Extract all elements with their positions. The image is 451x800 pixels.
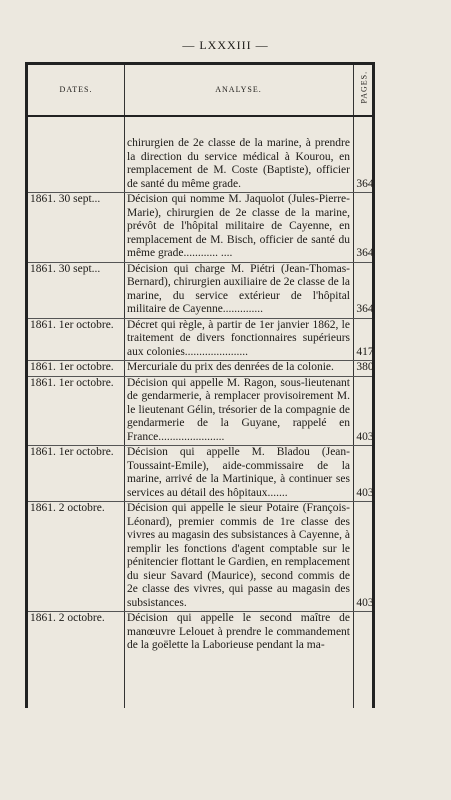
entry-date: 1861. 30 sept...: [30, 193, 101, 205]
entry-page: 403: [356, 486, 374, 499]
table-row: [28, 193, 372, 263]
table-row: [28, 263, 372, 319]
entry-analysis: Décision qui appelle M. Ragon, sous-lieutenant de gendarmerie, à remplacer provisoirement M. le lieutenant Gélin, trésorier de la compagnie de gendarmerie de la Guyane, rappelé en France.......................: [127, 376, 350, 443]
table-row: [28, 377, 372, 447]
table-row: [28, 361, 372, 377]
entry-analysis: Mercuriale du prix des denrées de la colonie.: [127, 361, 334, 373]
entry-analysis: chirurgien de 2e classe de la marine, à prendre la direction du service médical à Kourou, en remplacement de M. Coste (Baptiste), officier de santé du même grade.: [127, 137, 350, 190]
table-header: [28, 65, 372, 117]
table-row: [28, 446, 372, 502]
entry-page: 403: [356, 430, 374, 443]
entry-analysis: Décret qui règle, à partir de 1er janvier 1862, le traitement de divers fonctionnaires supérieurs aux colonies......................: [127, 318, 350, 358]
entry-analysis: Décision qui appelle le second maître de manœuvre Lelouet à prendre le commandement de la goëlette la Laborieuse pendant la ma-: [127, 612, 350, 651]
entry-page: 364: [356, 303, 374, 315]
entry-page: 364: [356, 247, 374, 259]
entry-analysis: Décision qui appelle M. Bladou (Jean-Toussaint-Emile), aide-commissaire de la marine, arrivé de la Martinique, à continuer ses services au détail des hôpitaux.......: [127, 446, 350, 499]
entry-page: 403: [356, 596, 374, 609]
page-number-text: LXXXIII: [199, 38, 252, 52]
header-pages: PAGES.: [359, 70, 369, 104]
header-analyse: ANALYSE.: [215, 85, 262, 94]
entry-date: 1861. 2 octobre.: [30, 502, 105, 514]
entry-date: 1861. 2 octobre.: [30, 612, 105, 624]
entry-page: 364: [356, 177, 374, 190]
table-row: [28, 137, 372, 193]
entry-date: 1861. 1er octobre.: [30, 361, 114, 373]
table-body: [28, 137, 372, 654]
entry-analysis: Décision qui appelle le sieur Potaire (François-Léonard), premier commis de 1re classe des vivres au magasin des subsistances à Cayenne, à remplir les fonctions d'agent comptable sur le pénitencier flottant le Gardien, en remplacement du sieur Savard (Maurice), second commis de 2e classe des vivres, qui passe au magasin des subsistances.: [127, 502, 350, 609]
entry-date: 1861. 1er octobre.: [30, 318, 114, 331]
entry-analysis: Décision qui charge M. Piétri (Jean-Thomas-Bernard), chirurgien auxiliaire de 2e classe de la marine, du service extérieur de l'hôpital militaire de Cayenne..............: [127, 262, 350, 315]
page-number: — LXXXIII —: [182, 38, 269, 52]
header-dates: DATES.: [59, 85, 93, 94]
entry-page: 380: [356, 361, 374, 373]
table-row: [28, 612, 372, 654]
entry-analysis: Décision qui nomme M. Jaquolot (Jules-Pierre-Marie), chirurgien de 2e classe de la marine, prévôt de l'hôpital militaire de Cayenne, en remplacement de M. Bisch, officier de santé du même grade............ ....: [127, 193, 350, 259]
entry-date: 1861. 1er octobre.: [30, 376, 114, 389]
entry-date: 1861. 1er octobre.: [30, 446, 114, 458]
entry-date: 1861. 30 sept...: [30, 262, 101, 275]
entry-page: 417: [356, 345, 374, 358]
table: [25, 62, 375, 708]
table-row: [28, 502, 372, 612]
table-row: [28, 319, 372, 362]
